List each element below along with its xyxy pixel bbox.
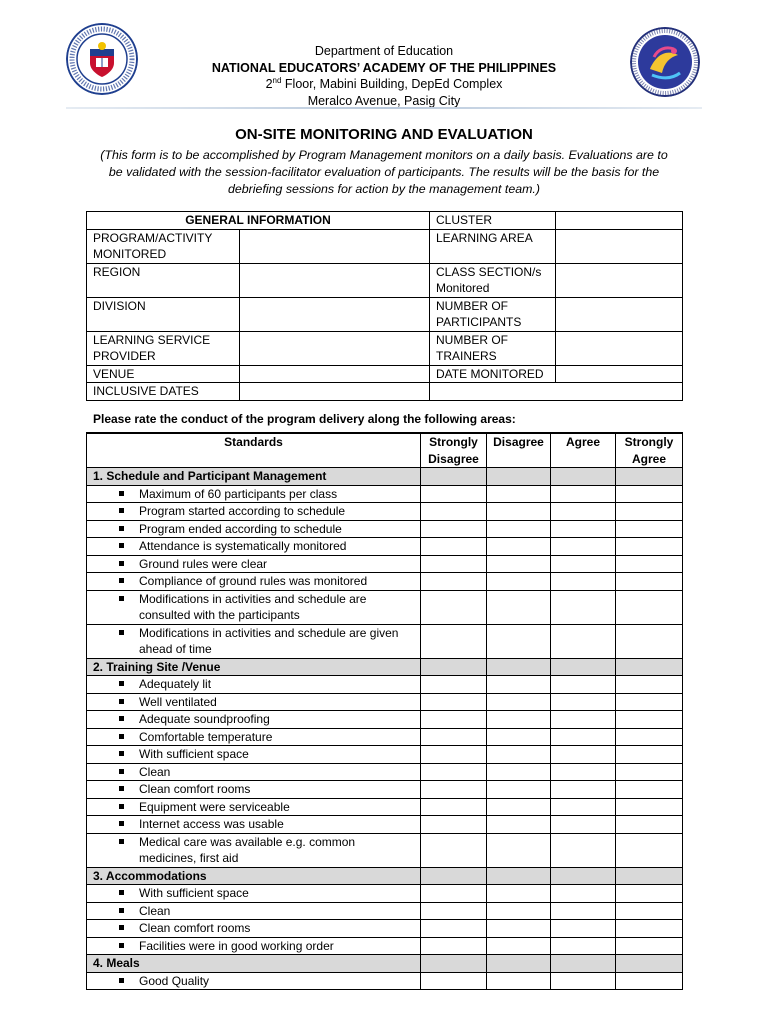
rating-header-row (87, 433, 683, 468)
standard-label: Well ventilated (139, 694, 217, 709)
rating-cell[interactable] (421, 520, 487, 538)
rating-cell[interactable] (487, 833, 551, 867)
rating-cell[interactable] (487, 763, 551, 781)
rating-cell[interactable] (616, 676, 683, 694)
rating-cell[interactable] (551, 693, 616, 711)
rating-cell[interactable] (487, 676, 551, 694)
neap-logo (630, 27, 700, 97)
general-info-row (87, 229, 683, 263)
standard-row (87, 937, 683, 955)
standard-label: Program ended according to schedule (139, 521, 342, 536)
rating-cell[interactable] (551, 624, 616, 658)
rating-cell[interactable] (421, 503, 487, 521)
rating-cell[interactable] (616, 781, 683, 799)
rating-cell (487, 658, 551, 676)
bullet-icon (119, 596, 124, 601)
general-info-label: DATE MONITORED (430, 365, 556, 383)
standard-label: Clean comfort rooms (139, 782, 251, 796)
rating-cell[interactable] (551, 728, 616, 746)
rating-cell[interactable] (487, 485, 551, 503)
rating-cell (616, 867, 683, 885)
standard-label: Medical care was available e.g. common medicines, first aid (139, 834, 356, 865)
cluster-field[interactable] (556, 212, 683, 230)
general-information-table (86, 211, 683, 401)
rating-cell[interactable] (487, 902, 551, 920)
rating-cell[interactable] (487, 555, 551, 573)
rating-cell[interactable] (421, 711, 487, 729)
standard-item (87, 972, 421, 990)
rating-cell[interactable] (487, 624, 551, 658)
standard-item (87, 885, 421, 903)
standard-row (87, 816, 683, 834)
general-info-field[interactable] (556, 263, 683, 297)
rating-cell[interactable] (551, 590, 616, 624)
standard-item (87, 711, 421, 729)
general-info-field[interactable] (430, 383, 683, 401)
rating-cell[interactable] (421, 972, 487, 990)
address-line-1: 2nd Floor, Mabini Building, DepEd Complex (265, 75, 503, 91)
rating-cell[interactable] (487, 503, 551, 521)
rating-cell (487, 955, 551, 973)
rating-table (86, 432, 683, 990)
general-info-label: CLASS SECTION/s Monitored (430, 263, 556, 297)
rating-cell (487, 468, 551, 486)
rating-cell[interactable] (551, 798, 616, 816)
general-info-field[interactable] (240, 331, 430, 365)
rating-cell[interactable] (487, 711, 551, 729)
standard-row (87, 728, 683, 746)
general-info-field[interactable] (240, 365, 430, 383)
rating-cell[interactable] (616, 728, 683, 746)
rating-cell[interactable] (551, 520, 616, 538)
rating-cell[interactable] (616, 538, 683, 556)
standard-item (87, 798, 421, 816)
rating-cell[interactable] (421, 693, 487, 711)
general-info-field[interactable] (240, 263, 430, 297)
rating-column-header: Strongly Agree (616, 433, 683, 468)
rating-cell (551, 867, 616, 885)
section-row (87, 468, 683, 486)
standard-item (87, 920, 421, 938)
standards-column-header: Standards (87, 433, 421, 468)
rating-cell[interactable] (616, 520, 683, 538)
standard-item (87, 676, 421, 694)
standard-label: Clean comfort rooms (139, 921, 251, 935)
bullet-icon (119, 821, 124, 826)
rating-cell[interactable] (487, 538, 551, 556)
rating-cell[interactable] (616, 624, 683, 658)
bullet-icon (119, 543, 124, 548)
standard-label: Adequately lit (139, 677, 212, 691)
rating-cell[interactable] (421, 676, 487, 694)
standard-item (87, 816, 421, 834)
standard-item (87, 590, 421, 624)
form-title: ON-SITE MONITORING AND EVALUATION (235, 126, 533, 143)
standard-row (87, 520, 683, 538)
standard-label: Maximum of 60 participants per class (139, 486, 338, 501)
section-row (87, 658, 683, 676)
standard-label: Ground rules were clear (139, 556, 268, 571)
standard-row (87, 555, 683, 573)
rating-cell[interactable] (421, 538, 487, 556)
rating-cell (616, 658, 683, 676)
general-info-label: DIVISION (87, 297, 240, 331)
rating-cell[interactable] (551, 573, 616, 591)
standard-row (87, 676, 683, 694)
standard-row (87, 711, 683, 729)
rating-cell[interactable] (551, 711, 616, 729)
general-info-field[interactable] (556, 229, 683, 263)
address-line-2: Meralco Avenue, Pasig City (307, 93, 461, 108)
rating-cell[interactable] (551, 833, 616, 867)
rating-cell[interactable] (616, 711, 683, 729)
general-info-field[interactable] (556, 331, 683, 365)
rating-cell[interactable] (551, 676, 616, 694)
rating-cell[interactable] (616, 920, 683, 938)
rating-cell[interactable] (616, 693, 683, 711)
agency-header (150, 43, 618, 109)
rating-cell[interactable] (421, 937, 487, 955)
general-info-field[interactable] (240, 383, 430, 401)
standard-label: With sufficient space (139, 747, 249, 761)
rating-cell[interactable] (616, 816, 683, 834)
rating-cell (551, 955, 616, 973)
standard-label: Program started according to schedule (139, 504, 346, 518)
standard-label: Clean (139, 764, 171, 779)
section-title: 3. Accommodations (87, 867, 421, 885)
standard-label: Clean (139, 903, 171, 918)
rating-cell[interactable] (616, 573, 683, 591)
rating-cell[interactable] (616, 798, 683, 816)
rating-cell[interactable] (551, 902, 616, 920)
rating-cell[interactable] (487, 590, 551, 624)
rating-cell[interactable] (421, 573, 487, 591)
standard-label: Internet access was usable (139, 817, 284, 831)
rating-column-header: Disagree (487, 433, 551, 468)
rating-cell[interactable] (421, 798, 487, 816)
standard-row (87, 624, 683, 658)
standard-item (87, 763, 421, 781)
rating-cell[interactable] (616, 937, 683, 955)
standard-row (87, 573, 683, 591)
rating-cell[interactable] (616, 902, 683, 920)
rating-cell[interactable] (551, 746, 616, 764)
rating-cell[interactable] (551, 816, 616, 834)
form-instructions: (This form is to be accomplished by Program Management monitors on a daily basis. Evaluations are to be validated with the session-facilitator evaluation of participants. The results will be the basis for the debriefing sessions for action by the management team.) (100, 148, 668, 196)
rating-cell (421, 867, 487, 885)
deped-seal-logo (66, 23, 138, 95)
general-info-label: NUMBER OF TRAINERS (430, 331, 556, 365)
rating-cell[interactable] (487, 798, 551, 816)
rating-cell[interactable] (421, 763, 487, 781)
section-title: 4. Meals (87, 955, 421, 973)
standard-label: With sufficient space (139, 886, 249, 900)
general-info-label: INCLUSIVE DATES (87, 383, 240, 401)
rating-cell[interactable] (551, 485, 616, 503)
bullet-icon (119, 491, 124, 496)
rating-cell[interactable] (421, 920, 487, 938)
standard-item (87, 624, 421, 658)
standard-row (87, 746, 683, 764)
standard-row (87, 781, 683, 799)
rating-cell[interactable] (421, 624, 487, 658)
standard-item (87, 728, 421, 746)
standard-item (87, 833, 421, 867)
standard-item (87, 746, 421, 764)
rating-cell (421, 955, 487, 973)
rating-cell[interactable] (421, 485, 487, 503)
standard-row (87, 485, 683, 503)
rating-cell[interactable] (421, 781, 487, 799)
standard-row (87, 885, 683, 903)
standard-label: Facilities were in good working order (139, 938, 334, 953)
bullet-icon (119, 839, 124, 844)
rating-cell[interactable] (487, 520, 551, 538)
department-name: Department of Education (314, 44, 454, 58)
rating-cell[interactable] (551, 972, 616, 990)
bullet-icon (119, 908, 124, 913)
rating-cell[interactable] (616, 972, 683, 990)
bullet-icon (119, 804, 124, 809)
rating-cell (487, 867, 551, 885)
rating-cell[interactable] (487, 573, 551, 591)
bullet-icon (119, 786, 124, 791)
standard-item (87, 937, 421, 955)
rating-cell[interactable] (487, 972, 551, 990)
rating-cell[interactable] (421, 833, 487, 867)
cluster-label: CLUSTER (430, 212, 556, 230)
general-info-row (87, 331, 683, 365)
rating-cell[interactable] (487, 746, 551, 764)
bullet-icon (119, 716, 124, 721)
general-info-label: LEARNING AREA (430, 229, 556, 263)
rating-cell[interactable] (487, 781, 551, 799)
bullet-icon (119, 630, 124, 635)
section-row (87, 955, 683, 973)
rating-cell[interactable] (616, 833, 683, 867)
rating-column-header: Strongly Disagree (421, 433, 487, 468)
rating-cell (551, 658, 616, 676)
rating-column-header: Agree (551, 433, 616, 468)
bullet-icon (119, 561, 124, 566)
rating-cell[interactable] (487, 816, 551, 834)
header-divider (66, 107, 702, 109)
standard-item (87, 781, 421, 799)
standard-item (87, 538, 421, 556)
section-row (87, 867, 683, 885)
bullet-icon (119, 526, 124, 531)
general-info-label: VENUE (87, 365, 240, 383)
standard-row (87, 833, 683, 867)
standard-label: Modifications in activities and schedule are given ahead of time (139, 625, 399, 656)
general-info-field[interactable] (556, 297, 683, 331)
rating-cell[interactable] (616, 746, 683, 764)
general-info-row (87, 383, 683, 401)
rating-cell (551, 468, 616, 486)
rating-cell[interactable] (487, 885, 551, 903)
general-info-row (87, 365, 683, 383)
rating-cell[interactable] (551, 538, 616, 556)
bullet-icon (119, 681, 124, 686)
rating-cell[interactable] (616, 555, 683, 573)
bullet-icon (119, 943, 124, 948)
general-info-field[interactable] (556, 365, 683, 383)
section-title: 1. Schedule and Participant Management (87, 468, 421, 486)
general-info-field[interactable] (240, 229, 430, 263)
standard-row (87, 590, 683, 624)
rating-cell[interactable] (487, 728, 551, 746)
general-info-row (87, 263, 683, 297)
bullet-icon (119, 578, 124, 583)
standard-row (87, 763, 683, 781)
standard-row (87, 538, 683, 556)
rating-cell[interactable] (551, 885, 616, 903)
rating-cell (616, 468, 683, 486)
rating-cell (421, 658, 487, 676)
rating-cell[interactable] (421, 728, 487, 746)
standard-row (87, 972, 683, 990)
standard-row (87, 920, 683, 938)
rating-cell[interactable] (551, 503, 616, 521)
rating-cell (421, 468, 487, 486)
standard-label: Adequate soundproofing (139, 712, 270, 726)
standard-label: Modifications in activities and schedule are consulted with the participants (139, 591, 367, 622)
rating-cell[interactable] (616, 485, 683, 503)
rating-cell[interactable] (487, 937, 551, 955)
bullet-icon (119, 925, 124, 930)
general-info-field[interactable] (240, 297, 430, 331)
rating-cell[interactable] (616, 503, 683, 521)
bullet-icon (119, 769, 124, 774)
rating-instruction: Please rate the conduct of the program delivery along the following areas: (93, 412, 516, 426)
general-info-header: GENERAL INFORMATION (87, 212, 430, 230)
standard-item (87, 573, 421, 591)
standard-item (87, 693, 421, 711)
rating-cell[interactable] (551, 920, 616, 938)
rating-cell[interactable] (421, 885, 487, 903)
standard-label: Good Quality (139, 973, 210, 988)
general-info-label: REGION (87, 263, 240, 297)
bullet-icon (119, 734, 124, 739)
standard-row (87, 798, 683, 816)
general-info-label: NUMBER OF PARTICIPANTS (430, 297, 556, 331)
rating-cell[interactable] (487, 693, 551, 711)
standard-label: Equipment were serviceable (139, 799, 290, 814)
rating-cell (616, 955, 683, 973)
section-title: 2. Training Site /Venue (87, 658, 421, 676)
standard-label: Attendance is systematically monitored (139, 539, 347, 553)
rating-cell[interactable] (421, 816, 487, 834)
rating-cell[interactable] (421, 590, 487, 624)
bullet-icon (119, 699, 124, 704)
general-info-row (87, 297, 683, 331)
rating-cell[interactable] (616, 763, 683, 781)
rating-cell[interactable] (421, 902, 487, 920)
bullet-icon (119, 751, 124, 756)
rating-cell[interactable] (616, 590, 683, 624)
standard-item (87, 485, 421, 503)
general-info-header-row (87, 212, 683, 230)
bullet-icon (119, 890, 124, 895)
standard-label: Comfortable temperature (139, 729, 273, 744)
standard-row (87, 503, 683, 521)
rating-cell[interactable] (551, 937, 616, 955)
standard-row (87, 693, 683, 711)
standard-row (87, 902, 683, 920)
standard-label: Compliance of ground rules was monitored (139, 574, 368, 588)
standard-item (87, 520, 421, 538)
general-info-label: PROGRAM/ACTIVITY MONITORED (87, 229, 240, 263)
rating-cell[interactable] (421, 746, 487, 764)
rating-cell[interactable] (616, 885, 683, 903)
rating-cell[interactable] (551, 763, 616, 781)
standard-item (87, 902, 421, 920)
standard-item (87, 503, 421, 521)
bullet-icon (119, 508, 124, 513)
academy-name: NATIONAL EDUCATORS’ ACADEMY OF THE PHILIPPINES (211, 60, 557, 75)
rating-cell[interactable] (421, 555, 487, 573)
rating-cell[interactable] (487, 920, 551, 938)
bullet-icon (119, 978, 124, 983)
standard-item (87, 555, 421, 573)
rating-cell[interactable] (551, 781, 616, 799)
general-info-label: LEARNING SERVICE PROVIDER (87, 331, 240, 365)
rating-cell[interactable] (551, 555, 616, 573)
